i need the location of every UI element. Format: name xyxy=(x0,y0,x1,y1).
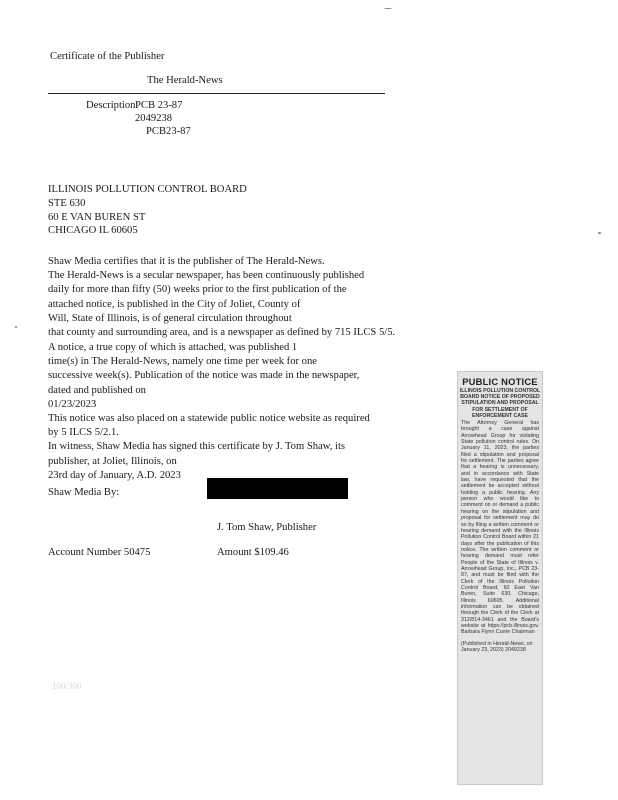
publication-line: dated and published on xyxy=(48,384,146,396)
description-line-1: PCB 23-87 xyxy=(135,100,183,111)
statewide-line: publisher, at Joliet, Illinois, on xyxy=(48,455,177,467)
certification-paragraph xyxy=(48,255,395,340)
recipient-line: 60 E VAN BUREN ST xyxy=(48,211,146,223)
statewide-paragraph xyxy=(48,412,370,483)
publication-line: A notice, a true copy of which is attached, was published 1 xyxy=(48,342,298,353)
certification-line: daily for more than fifty (50) weeks prior to the first publication of the xyxy=(48,284,347,296)
description-label: Description: xyxy=(86,100,139,111)
publication-line: successive week(s). Publication of the notice was made in the newspaper, xyxy=(48,370,360,382)
certification-line: Will, State of Illinois, is of general circulation throughout xyxy=(48,312,292,324)
publication-date: 01/23/2023 xyxy=(48,398,97,410)
description-line-3: PCB23-87 xyxy=(146,126,191,137)
signature-by-label: Shaw Media By: xyxy=(48,487,120,498)
statewide-line: by 5 ILCS 5/2.1. xyxy=(48,427,119,439)
recipient-address xyxy=(48,183,247,238)
scan-speck xyxy=(384,8,392,9)
scan-speck xyxy=(15,326,17,328)
account-number: Account Number 50475 xyxy=(48,547,151,558)
newspaper-name: The Herald-News xyxy=(147,75,223,86)
faint-watermark: 100/300 xyxy=(52,681,82,691)
statewide-line: 23rd day of January, A.D. 2023 xyxy=(48,469,181,481)
certification-line: that county and surrounding area, and is a newspaper as defined by 715 ILCS 5/5. xyxy=(48,327,396,339)
scan-speck xyxy=(598,232,601,234)
description-line-2: 2049238 xyxy=(135,113,173,124)
header-divider xyxy=(48,93,385,94)
certification-line: The Herald-News is a secular newspaper, has been continuously published xyxy=(48,270,365,282)
statewide-line: This notice was also placed on a statewide public notice website as required xyxy=(48,413,370,424)
publication-paragraph xyxy=(48,341,359,412)
certificate-title: Certificate of the Publisher xyxy=(50,51,165,62)
recipient-line: CHICAGO IL 60605 xyxy=(48,225,138,237)
clipping-footer: (Published in Herald-News, on January 23, 2023) 2049238 xyxy=(461,640,533,654)
clipping-subheading: ILLINOIS POLLUTION CONTROL BOARD NOTICE OF PROPOSED STIPULATION AND PROPOSAL FOR SETTLEMENT OF ENFORCEMENT CASE xyxy=(459,388,541,419)
certification-line: attached notice, is published in the City of Joliet, County of xyxy=(48,298,301,310)
amount: Amount $109.46 xyxy=(217,547,289,558)
statewide-line: In witness, Shaw Media has signed this certificate by J. Tom Shaw, its xyxy=(48,441,346,453)
redacted-signature xyxy=(207,478,348,499)
publication-line: time(s) in The Herald-News, namely one time per week for one xyxy=(48,356,317,368)
clipping-body: The Attorney General has brought a case against Arrowhead Group for violating State pollution control rules. On January 11, 2023, the parties filed a stipulation and proposal for settlement. The parties agree that a hearing is unnecessary, and in accordance with State law, have requested that the settlement be accepted without holding a public hearing. Any person who would like to comment on or demand a public hearing on the stipulation and proposal for settlement may do so by filing a written comment or hearing demand with the Illinois Pollution Control Board within 21 days after the publication of this notice. The written comment or hearing demand must refer People of the State of Illinois v. Arrowhead Group, Inc., PCB 23-87, and must be filed with the Clerk of the Illinois Pollution Control Board, 60 East Van Buren, Suite 630, Chicago, Illinois 60605. Additional information can be obtained through the Clerk of the Clerk at 312/814-3461 and the Board's website at https://pcb.illinois.gov. Barbara Flynn Currie Chairman xyxy=(461,420,539,636)
clipping-heading: PUBLIC NOTICE xyxy=(462,376,538,387)
certification-line: Shaw Media certifies that it is the publisher of The Herald-News. xyxy=(48,256,325,267)
signer-name: J. Tom Shaw, Publisher xyxy=(217,522,317,533)
recipient-line: ILLINOIS POLLUTION CONTROL BOARD xyxy=(48,184,247,195)
newspaper-clipping xyxy=(457,371,543,785)
recipient-line: STE 630 xyxy=(48,197,86,209)
